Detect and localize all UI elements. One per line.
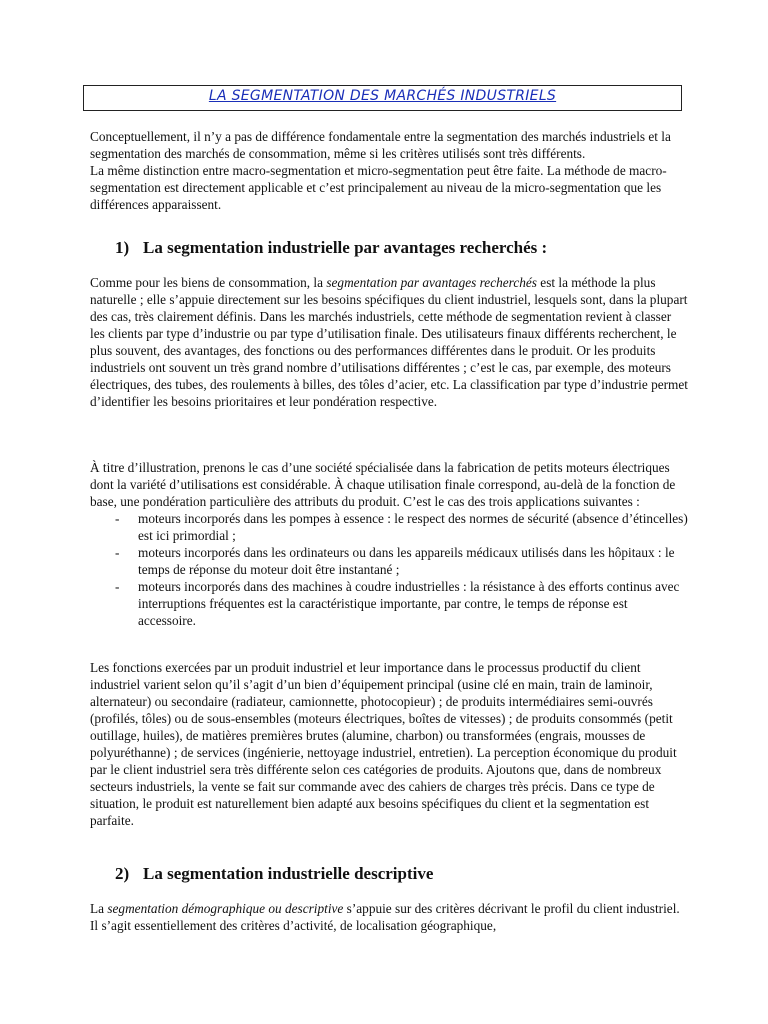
list-item: - moteurs incorporés dans des machines à coudre industrielles : la résistance à des efforts continus avec interruptions fréquentes est la caractéristique importante, par contre, le temps de réponse est accessoire. xyxy=(115,579,680,628)
list-bullet: - xyxy=(115,511,120,526)
section-2-number: 2) xyxy=(115,864,130,883)
section-1-paragraph-1 xyxy=(90,274,688,410)
section-1-p1-rest: est la méthode la plus naturelle ; elle s’appuie directement sur les besoins spécifiques du client industriel, lesquels sont, dans la plupart des cas, très clairement définis. Dans les marchés industriels, cette méthode de segmentation revient à classer les clients par type d’industrie ou par type d’utilisation finale. Des utilisateurs finaux différents recherchent, le plus souvent, des avantages, des fonctions ou des performances différentes dans le produit. Or les produits industriels ont souvent un très grand nombre d’utilisations différentes ; c’est le cas, par exemple, des moteurs électriques, des tubes, des roulements à billes, des tôles d’acier, etc. La classification par type d’industrie permet d’identifier les besoins prioritaires et leur pondération respective. xyxy=(90,275,688,409)
list-item: - moteurs incorporés dans les ordinateurs ou dans les appareils médicaux utilisés dans les hôpitaux : le temps de réponse du moteur doit être instantané ; xyxy=(115,545,675,577)
applications-list xyxy=(90,510,688,629)
list-bullet: - xyxy=(115,579,120,594)
section-1-p1-emphasis: segmentation par avantages recherchés xyxy=(326,275,537,290)
intro-text-1: Conceptuellement, il n’y a pas de différence fondamentale entre la segmentation des marchés industriels et la segmentation des marchés de consommation, même si les critères utilisés sont très différents. xyxy=(90,129,671,161)
section-1-paragraph-3 xyxy=(90,659,688,829)
intro-paragraph xyxy=(90,128,688,213)
section-2-p1-rest: s’appuie sur des critères décrivant le profil du client industriel. Il s’agit essentiellement des critères d’activité, de localisation géographique, xyxy=(90,901,680,933)
intro-text-2: La même distinction entre macro-segmentation et micro-segmentation peut être faite. La méthode de macro-segmentation est directement applicable et c’est principalement au niveau de la micro-segmentation que les différences apparaissent. xyxy=(90,163,667,212)
section-1-paragraph-2 xyxy=(90,459,688,629)
section-2-p1-start: La xyxy=(90,901,108,916)
section-2-heading xyxy=(115,864,675,884)
section-1-heading xyxy=(115,238,675,258)
section-1-p2-text: À titre d’illustration, prenons le cas d’une société spécialisée dans la fabrication de petits moteurs électriques dont la variété d’utilisations est considérable. À chaque utilisation finale correspond, au-delà de la fonction de base, une pondération particulière des attributs du produit. C’est le cas des trois applications suivantes : xyxy=(90,460,676,509)
section-1-title: La segmentation industrielle par avantages recherchés : xyxy=(143,238,548,257)
section-1-number: 1) xyxy=(115,238,130,257)
section-2-title: La segmentation industrielle descriptive xyxy=(143,864,434,883)
document-title: LA SEGMENTATION DES MARCHÉS INDUSTRIELS xyxy=(208,88,557,104)
section-2-p1-emphasis: segmentation démographique ou descriptive xyxy=(107,901,344,916)
list-bullet: - xyxy=(115,545,120,560)
list-item: - moteurs incorporés dans les pompes à essence : le respect des normes de sécurité (absence d’étincelles) est ici primordial ; xyxy=(115,511,688,543)
section-1-p1-start: Comme pour les biens de consommation, la xyxy=(90,275,327,290)
section-1-p3-text: Les fonctions exercées par un produit industriel et leur importance dans le processus productif du client industriel varient selon qu’il s’agit d’un bien d’équipement principal (usine clé en main, train de laminoir, alternateur) ou secondaire (radiateur, camionnette, photocopieur) ; de produits intermédiaires semi-ouvrés (profilés, tôles) ou de sous-ensembles (moteurs électriques, boîtes de vitesses) ; de produits consommés (petit outillage, huiles), de matières premières brutes (alumine, charbon) ou transformées (engrais, mousses de polyuréthanne) ; de services (ingénierie, nettoyage industriel, entretien). La perception économique du produit par le client industriel sera très différente selon ces catégories de produits. Ajoutons que, dans de nombreux secteurs industriels, la vente se fait sur commande avec des cahiers de charges très précis. Dans ce type de situation, le produit est naturellement bien adapté aux besoins spécifiques du client et la segmentation est parfaite. xyxy=(90,660,677,828)
title-box xyxy=(83,85,682,111)
section-2-paragraph-1 xyxy=(90,900,688,934)
